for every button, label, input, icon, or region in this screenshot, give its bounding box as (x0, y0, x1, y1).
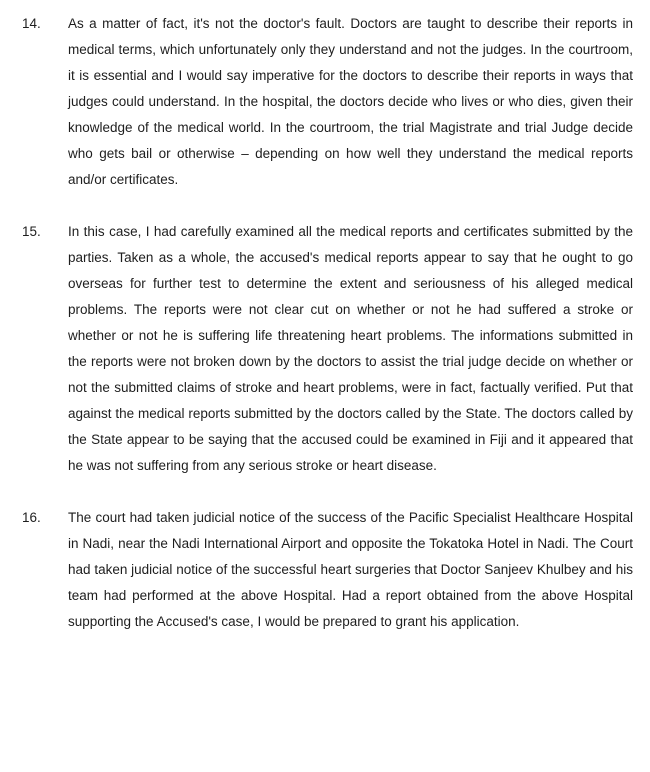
paragraph-text: The court had taken judicial notice of the success of the Pacific Specialist Healthcare Hospital in Nadi, near the Nadi International Airport and opposite the Tokatoka Hotel in Nadi. The Court had taken judicial notice of the successful heart surgeries that Doctor Sanjeev Khulbey and his team had performed at the above Hospital. Had a report obtained from the above Hospital supporting the Accused's case, I would be prepared to grant his application. (68, 510, 633, 629)
paragraph-number: 15. (22, 224, 41, 239)
paragraph-text: As a matter of fact, it's not the doctor's fault. Doctors are taught to describe their reports in medical terms, which unfortunately only they understand and not the judges. In the courtroom, it is essential and I would say imperative for the doctors to describe their reports in ways that judges could understand. In the hospital, the doctors decide who lives or who dies, given their knowledge of the medical world. In the courtroom, the trial Magistrate and trial Judge decide who gets bail or otherwise – depending on how well they understand the medical reports and/or certificates. (68, 16, 633, 187)
paragraph-15 (22, 219, 633, 479)
paragraph-text: In this case, I had carefully examined all the medical reports and certificates submitted by the parties. Taken as a whole, the accused's medical reports appear to say that he ought to go overseas for further test to determine the extent and seriousness of his alleged medical problems. The reports were not clear cut on whether or not he had suffered a stroke or whether or not he is suffering life threatening heart problems. The informations submitted in the reports were not broken down by the doctors to assist the trial judge decide on whether or not the submitted claims of stroke and heart problems, were in fact, factually verified. Put that against the medical reports submitted by the doctors called by the State. The doctors called by the State appear to be saying that the accused could be examined in Fiji and it appeared that he was not suffering from any serious stroke or heart disease. (68, 224, 633, 473)
paragraph-16 (22, 505, 633, 635)
paragraph-14 (22, 11, 633, 193)
paragraph-number: 14. (22, 16, 41, 31)
paragraph-number: 16. (22, 510, 41, 525)
